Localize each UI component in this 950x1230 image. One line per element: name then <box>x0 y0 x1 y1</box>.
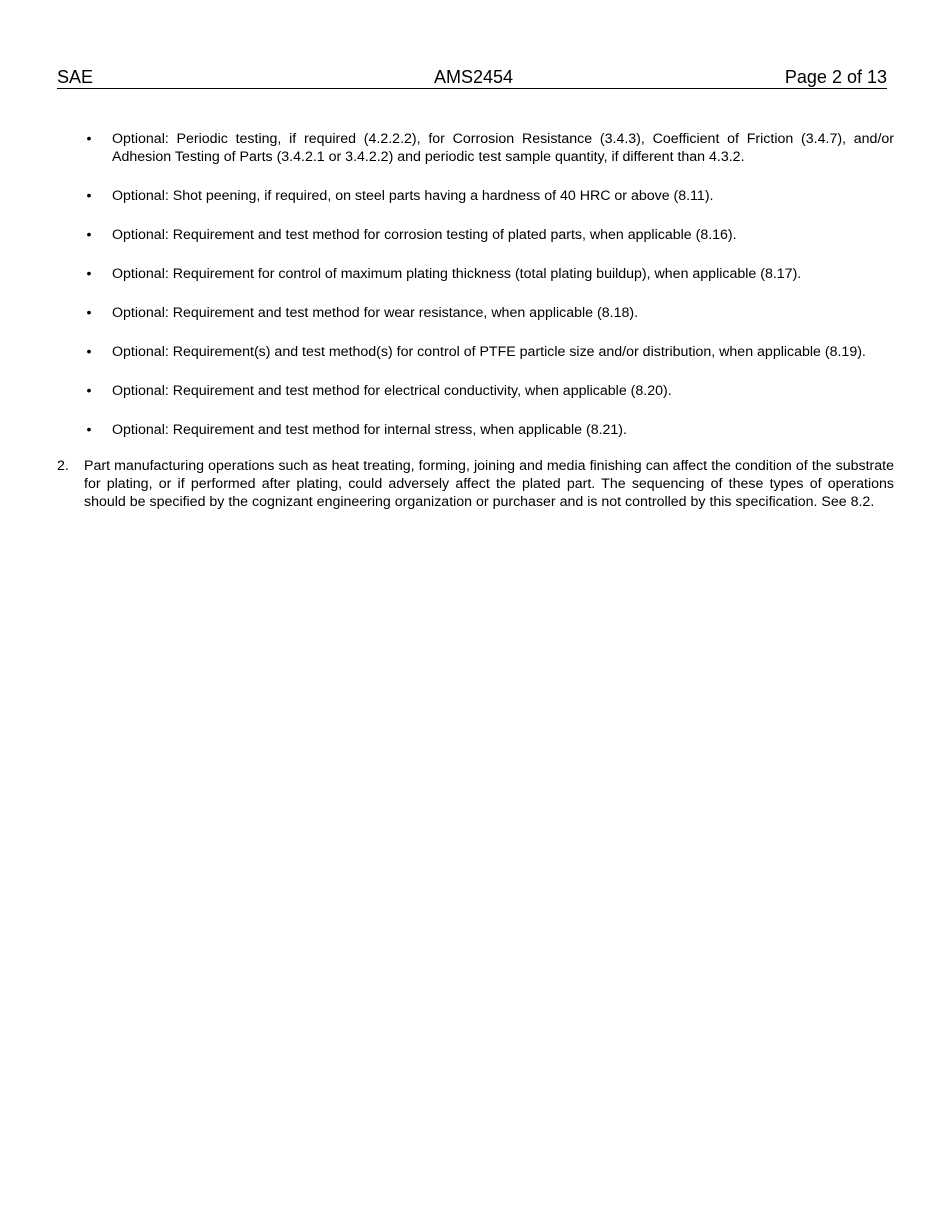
bullet-icon: • <box>86 344 92 361</box>
list-item-text: Optional: Requirement and test method for corrosion testing of plated parts, when applicable (8.16). <box>112 226 737 243</box>
page-header <box>57 67 887 89</box>
note-text: Part manufacturing operations such as heat treating, forming, joining and media finishing can affect the condition of the substrate for plating, or if performed after plating, could adversely affect the plated part. The sequencing of these types of operations should be specified by the cognizant engineering organization or purchaser and is not controlled by this specification. See 8.2. <box>84 458 894 510</box>
bullet-icon: • <box>86 131 92 147</box>
bullet-icon: • <box>86 304 92 321</box>
list-item <box>57 383 894 401</box>
bullet-icon: • <box>86 226 92 243</box>
list-item <box>57 227 894 245</box>
list-item <box>57 266 894 284</box>
numbered-note <box>57 458 894 511</box>
list-item <box>57 188 894 206</box>
list-item-text: Optional: Shot peening, if required, on steel parts having a hardness of 40 HRC or above (8.11). <box>112 187 714 204</box>
note-number: 2. <box>57 458 69 475</box>
optional-requirements-list <box>57 131 894 440</box>
header-document-number: AMS2454 <box>434 67 514 87</box>
bullet-icon: • <box>86 265 92 282</box>
list-item-text: Optional: Requirement(s) and test method(s) for control of PTFE particle size and/or distribution, when applicable (8.19). <box>112 344 866 361</box>
bullet-icon: • <box>86 383 92 400</box>
list-item-text: Optional: Periodic testing, if required (4.2.2.2), for Corrosion Resistance (3.4.3), Coefficient of Friction (3.4.7), and/or Adhesion Testing of Parts (3.4.2.1 or 3.4.2.2) and periodic test sample quantity, if different than 4.3.2. <box>112 131 894 165</box>
list-item <box>57 305 894 323</box>
bullet-icon: • <box>86 422 92 439</box>
list-item-text: Optional: Requirement for control of maximum plating thickness (total plating buildup), when applicable (8.17). <box>112 265 802 282</box>
list-item <box>57 344 894 362</box>
bullet-icon: • <box>86 187 92 204</box>
list-item-text: Optional: Requirement and test method for wear resistance, when applicable (8.18). <box>112 304 639 321</box>
header-page-number: Page 2 of 13 <box>784 67 887 87</box>
list-item <box>57 422 894 440</box>
list-item <box>57 131 894 166</box>
list-item-text: Optional: Requirement and test method for electrical conductivity, when applicable (8.20). <box>112 383 672 400</box>
header-organization: SAE <box>57 67 94 87</box>
list-item-text: Optional: Requirement and test method for internal stress, when applicable (8.21). <box>112 422 627 439</box>
document-body <box>57 131 894 511</box>
